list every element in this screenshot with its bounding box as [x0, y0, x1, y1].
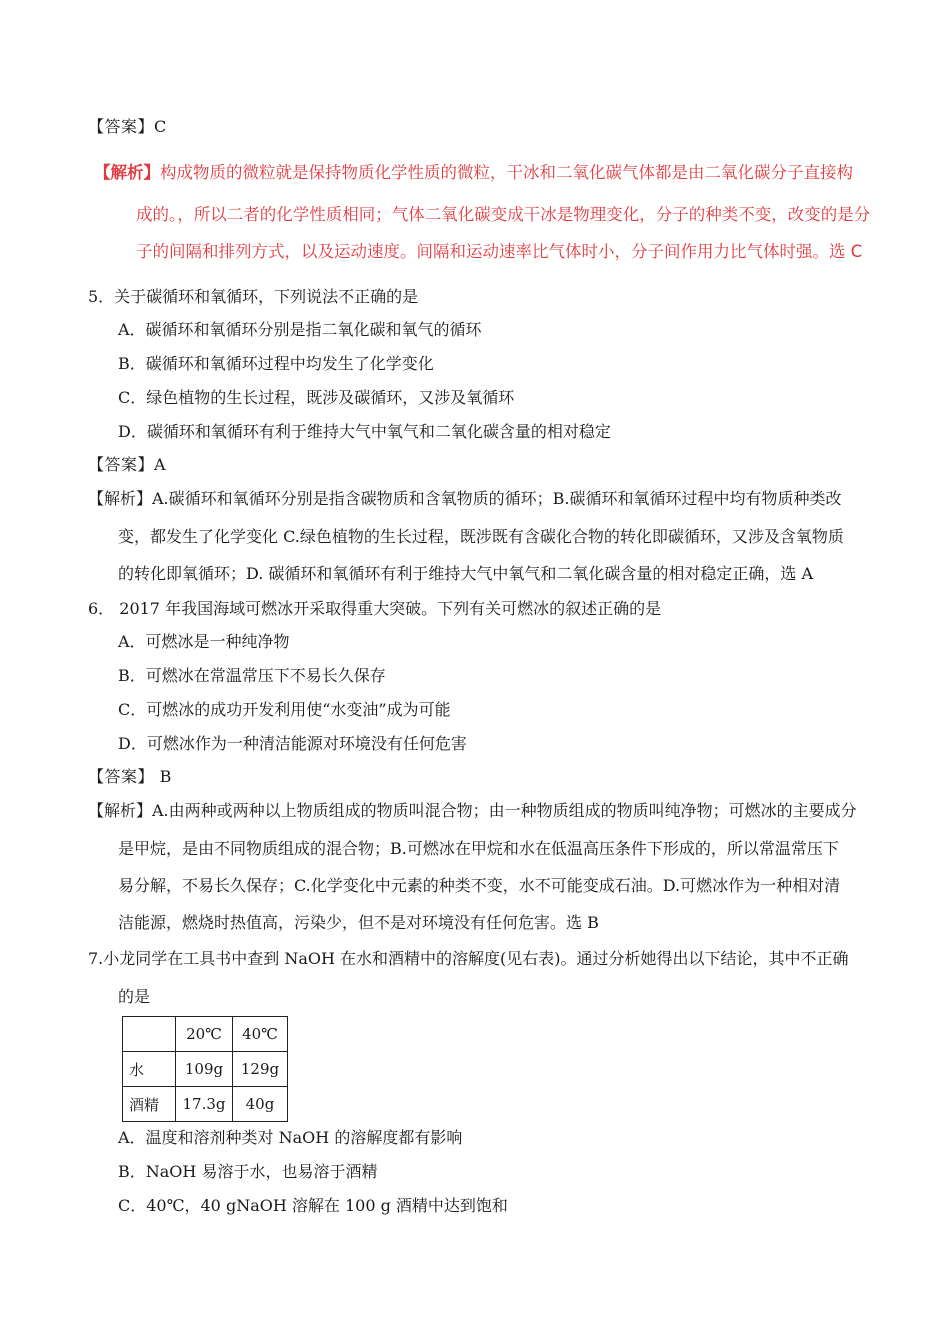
table-cell: 129g — [233, 1052, 288, 1087]
table-cell: 17.3g — [176, 1087, 233, 1122]
q7-stem-line-2: 的是 — [118, 987, 151, 1006]
q6-option-a: A．可燃冰是一种纯净物 — [118, 632, 290, 651]
q5-option-d: D．碳循环和氧循环有利于维持大气中氧气和二氧化碳含量的相对稳定 — [118, 422, 611, 441]
table-header-row — [123, 1017, 288, 1052]
q5-analysis-line-2: 变，都发生了化学变化 C.绿色植物的生长过程，既涉既有含碳化合物的转化即碳循环，又涉及含氧物质 — [118, 527, 844, 546]
q4-answer: 【答案】C — [88, 117, 167, 136]
table-row — [123, 1087, 288, 1122]
q4-analysis-tag: 【解析】 — [94, 163, 160, 182]
q5-analysis-line-1: 【解析】A.碳循环和氧循环分别是指含碳物质和含氧物质的循环；B.碳循环和氧循环过程中均有物质种类改 — [88, 489, 842, 508]
q5-answer: 【答案】A — [88, 455, 167, 474]
table-row — [123, 1052, 288, 1087]
q5-option-c: C．绿色植物的生长过程，既涉及碳循环，又涉及氧循环 — [118, 388, 515, 407]
q6-analysis-line-1: 【解析】A.由两种或两种以上物质组成的物质叫混合物；由一种物质组成的物质叫纯净物；可燃冰的主要成分 — [88, 801, 857, 820]
q4-analysis-line-2: 成的。，所以二者的化学性质相同；气体二氧化碳变成干冰是物理变化，分子的种类不变，改变的是分 — [136, 205, 871, 224]
q5-option-b: B．碳循环和氧循环过程中均发生了化学变化 — [118, 354, 434, 373]
table-header-cell: 20℃ — [176, 1017, 233, 1052]
q4-analysis-text-1: 构成物质的微粒就是保持物质化学性质的微粒，干冰和二氧化碳气体都是由二氧化碳分子直接构 — [160, 163, 853, 182]
table-cell: 109g — [176, 1052, 233, 1087]
table-header-cell: 40℃ — [233, 1017, 288, 1052]
table-row-label: 水 — [123, 1052, 176, 1087]
q5-analysis-line-3: 的转化即氧循环；D. 碳循环和氧循环有利于维持大气中氧气和二氧化碳含量的相对稳定正确，选 A — [118, 564, 814, 583]
q7-option-b: B．NaOH 易溶于水，也易溶于酒精 — [118, 1162, 378, 1181]
q6-stem: 6． 2017 年我国海域可燃冰开采取得重大突破。下列有关可燃冰的叙述正确的是 — [88, 599, 662, 618]
q6-analysis-line-3: 易分解，不易长久保存；C.化学变化中元素的种类不变，水不可能变成石油。D.可燃冰作为一种相对清 — [118, 876, 841, 895]
table-cell — [123, 1017, 176, 1052]
q5-option-a: A．碳循环和氧循环分别是指二氧化碳和氧气的循环 — [118, 320, 482, 339]
q6-option-d: D．可燃冰作为一种清洁能源对环境没有任何危害 — [118, 734, 467, 753]
q7-option-a: A．温度和溶剂种类对 NaOH 的溶解度都有影响 — [118, 1128, 463, 1147]
q6-option-b: B．可燃冰在常温常压下不易长久保存 — [118, 666, 386, 685]
q6-option-c: C．可燃冰的成功开发利用使“水变油”成为可能 — [118, 700, 451, 719]
q7-stem-line-1: 7.小龙同学在工具书中查到 NaOH 在水和酒精中的溶解度(见右表)。通过分析她得出以下结论，其中不正确 — [88, 949, 849, 968]
q4-analysis-line-3: 子的间隔和排列方式，以及运动速度。间隔和运动速率比气体时小，分子间作用力比气体时强。选 C — [136, 242, 863, 261]
q6-analysis-line-4: 洁能源，燃烧时热值高，污染少，但不是对环境没有任何危害。选 B — [118, 913, 599, 932]
solubility-table — [122, 1016, 288, 1122]
q5-stem: 5．关于碳循环和氧循环，下列说法不正确的是 — [88, 287, 419, 306]
q7-option-c: C．40℃，40 gNaOH 溶解在 100 g 酒精中达到饱和 — [118, 1196, 508, 1215]
q6-analysis-line-2: 是甲烷，是由不同物质组成的混合物；B.可燃冰在甲烷和水在低温高压条件下形成的，所以常温常压下 — [118, 839, 839, 858]
table-cell: 40g — [233, 1087, 288, 1122]
table-row-label: 酒精 — [123, 1087, 176, 1122]
q6-answer: 【答案】 B — [88, 767, 172, 786]
q4-analysis-line-1 — [94, 162, 853, 184]
